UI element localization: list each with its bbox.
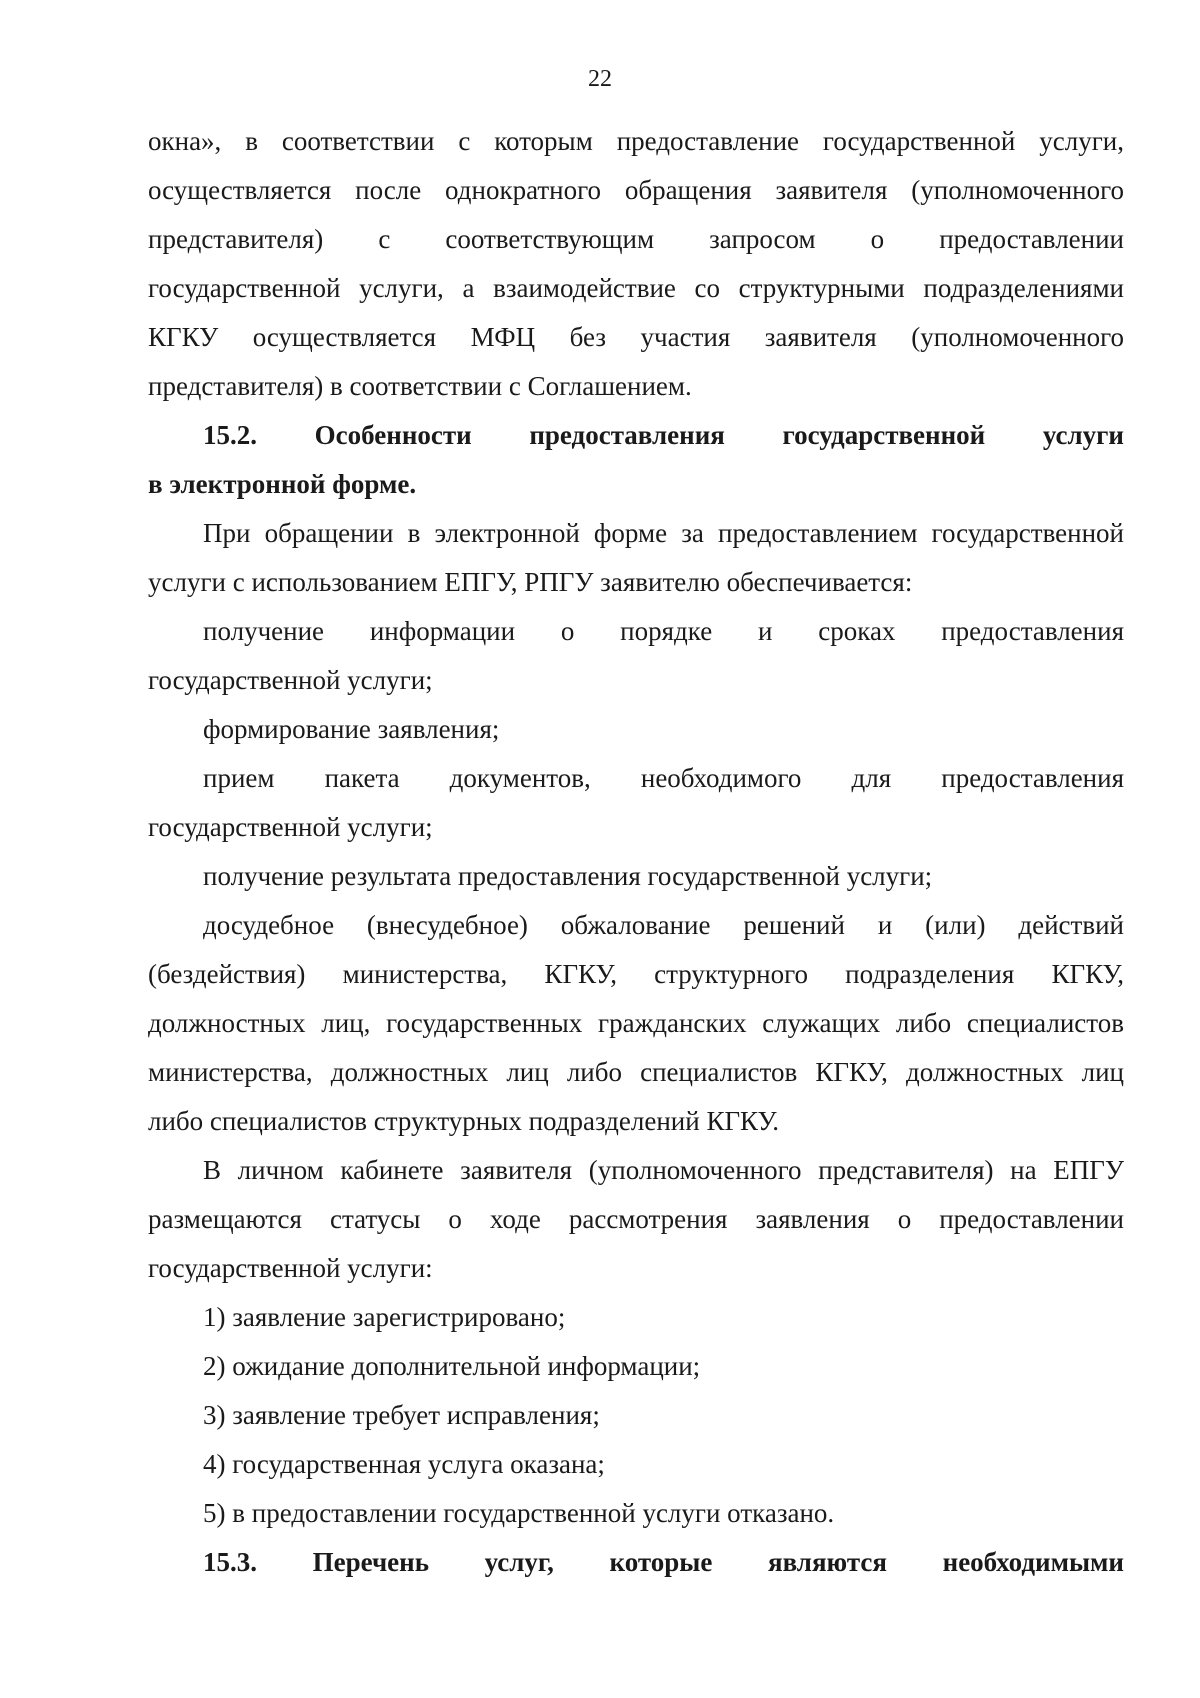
section-heading-15-3: 15.3. Перечень услуг, которые являются необходимыми — [203, 1547, 1124, 1577]
list-item: 1) заявление зарегистрировано; — [203, 1302, 566, 1332]
section-heading-15-2-cont: в электронной форме. — [148, 469, 417, 499]
paragraph-line: размещаются статусы о ходе рассмотрения заявления о предоставлении — [148, 1204, 1124, 1234]
section-heading-15-2: 15.2. Особенности предоставления государственной услуги — [203, 420, 1124, 450]
list-item: 2) ожидание дополнительной информации; — [203, 1351, 701, 1381]
paragraph-line: При обращении в электронной форме за предоставлением государственной — [203, 518, 1124, 548]
paragraph-line: В личном кабинете заявителя (уполномоченного представителя) на ЕПГУ — [203, 1155, 1124, 1185]
list-item: 4) государственная услуга оказана; — [203, 1449, 605, 1479]
list-item: 3) заявление требует исправления; — [203, 1400, 600, 1430]
paragraph-line: получение информации о порядке и сроках предоставления — [203, 616, 1124, 646]
paragraph-line: (бездействия) министерства, КГКУ, структурного подразделения КГКУ, — [148, 959, 1124, 989]
paragraph-line: государственной услуги: — [148, 1253, 433, 1283]
paragraph-line: должностных лиц, государственных гражданских служащих либо специалистов — [148, 1008, 1124, 1038]
paragraph-line: осуществляется после однократного обращения заявителя (уполномоченного — [148, 175, 1124, 205]
paragraph-line: прием пакета документов, необходимого для предоставления — [203, 763, 1124, 793]
paragraph-line: представителя) с соответствующим запросом о предоставлении — [148, 224, 1124, 254]
paragraph-line: государственной услуги; — [148, 812, 433, 842]
paragraph-line: либо специалистов структурных подразделений КГКУ. — [148, 1106, 779, 1136]
document-body — [148, 117, 1124, 1587]
paragraph-line: КГКУ осуществляется МФЦ без участия заявителя (уполномоченного — [148, 322, 1124, 352]
paragraph-line: государственной услуги; — [148, 665, 433, 695]
paragraph-line: представителя) в соответствии с Соглашением. — [148, 371, 692, 401]
paragraph-line: услуги с использованием ЕПГУ, РПГУ заявителю обеспечивается: — [148, 567, 913, 597]
paragraph-line: формирование заявления; — [203, 714, 500, 744]
paragraph-line: окна», в соответствии с которым предоставление государственной услуги, — [148, 126, 1124, 156]
list-item: 5) в предоставлении государственной услуги отказано. — [203, 1498, 835, 1528]
paragraph-line: государственной услуги, а взаимодействие со структурными подразделениями — [148, 273, 1124, 303]
paragraph-line: досудебное (внесудебное) обжалование решений и (или) действий — [203, 910, 1124, 940]
page-number: 22 — [588, 66, 612, 92]
paragraph-line: получение результата предоставления государственной услуги; — [203, 861, 933, 891]
paragraph-line: министерства, должностных лиц либо специалистов КГКУ, должностных лиц — [148, 1057, 1124, 1087]
